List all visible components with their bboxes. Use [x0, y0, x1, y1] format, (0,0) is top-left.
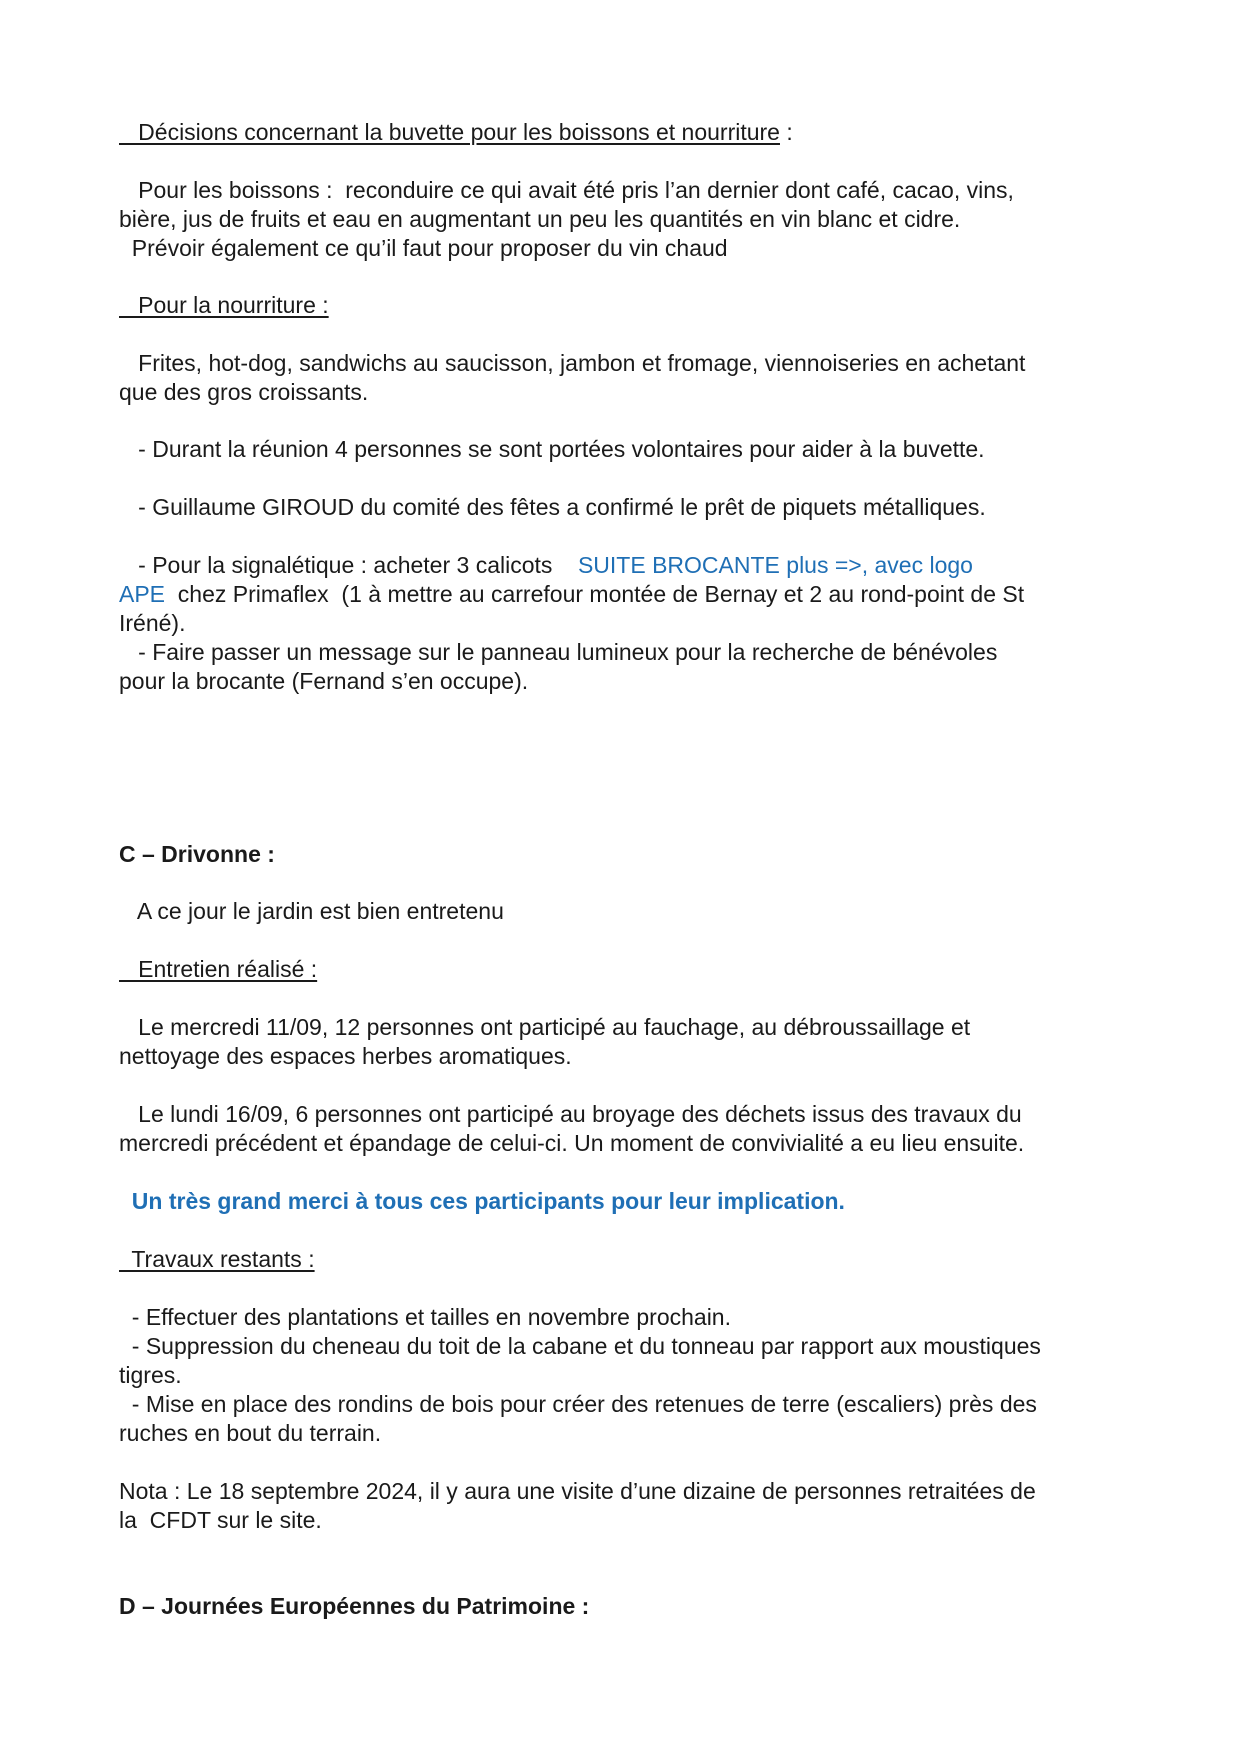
signaletique-text: - Pour la signalétique : acheter 3 calicots: [119, 552, 578, 578]
mercredi-line-2: nettoyage des espaces herbes aromatiques.: [119, 1043, 572, 1069]
buvette-heading: [119, 118, 793, 147]
giroud-line: - Guillaume GIROUD du comité des fêtes a confirmé le prêt de piquets métalliques.: [119, 494, 986, 520]
nota-line-2: la CFDT sur le site.: [119, 1507, 322, 1533]
boissons-line-3: Prévoir également ce qu’il faut pour proposer du vin chaud: [119, 235, 728, 261]
section-d-heading: D – Journées Européennes du Patrimoine :: [119, 1593, 590, 1619]
travaux-item-2-line-2: tigres.: [119, 1362, 182, 1388]
message-line-1: - Faire passer un message sur le panneau lumineux pour la recherche de bénévoles: [119, 639, 998, 665]
merci-line: Un très grand merci à tous ces participants pour leur implication.: [119, 1188, 845, 1214]
lundi-line-2: mercredi précédent et épandage de celui-ci. Un moment de convivialité a eu lieu ensuite.: [119, 1130, 1025, 1156]
signaletique-ape: APE: [119, 581, 166, 607]
section-c-heading: C – Drivonne :: [119, 841, 275, 867]
message-line-2: pour la brocante (Fernand s’en occupe).: [119, 668, 529, 694]
nota-line-1: Nota : Le 18 septembre 2024, il y aura une visite d’une dizaine de personnes retraitées de: [119, 1478, 1036, 1504]
signaletique-blue-note: SUITE BROCANTE plus =>, avec logo: [577, 552, 973, 578]
jardin-line: A ce jour le jardin est bien entretenu: [119, 898, 504, 924]
signaletique-line-3: Iréné).: [119, 610, 186, 636]
signaletique-primaflex: chez Primaflex (1 à mettre au carrefour montée de Bernay et 2 au rond-point de St: [165, 581, 1025, 607]
boissons-line-2: bière, jus de fruits et eau en augmentant un peu les quantités en vin blanc et cidre.: [119, 206, 961, 232]
buvette-heading-colon: :: [779, 119, 793, 145]
buvette-heading-text: Décisions concernant la buvette pour les boissons et nourriture: [119, 119, 780, 145]
entretien-heading: Entretien réalisé :: [119, 956, 318, 982]
travaux-heading: Travaux restants :: [119, 1246, 315, 1272]
volontaires-line: - Durant la réunion 4 personnes se sont portées volontaires pour aider à la buvette.: [119, 436, 985, 462]
nourriture-line-2: que des gros croissants.: [119, 379, 369, 405]
boissons-line-1: Pour les boissons : reconduire ce qui avait été pris l’an dernier dont café, cacao, vins,: [119, 177, 1014, 203]
travaux-item-3-line-2: ruches en bout du terrain.: [119, 1420, 382, 1446]
nourriture-heading: Pour la nourriture :: [119, 292, 329, 318]
travaux-item-2-line-1: - Suppression du cheneau du toit de la cabane et du tonneau par rapport aux moustiques: [119, 1333, 1041, 1359]
nourriture-line-1: Frites, hot-dog, sandwichs au saucisson, jambon et fromage, viennoiseries en achetant: [119, 350, 1026, 376]
travaux-item-3-line-1: - Mise en place des rondins de bois pour créer des retenues de terre (escaliers) près des: [119, 1391, 1037, 1417]
travaux-item-1: - Effectuer des plantations et tailles en novembre prochain.: [119, 1304, 731, 1330]
signaletique-line-1: [119, 551, 973, 580]
lundi-line-1: Le lundi 16/09, 6 personnes ont participé au broyage des déchets issus des travaux du: [119, 1101, 1022, 1127]
signaletique-line-2: [119, 580, 1024, 609]
mercredi-line-1: Le mercredi 11/09, 12 personnes ont participé au fauchage, au débroussaillage et: [119, 1014, 971, 1040]
